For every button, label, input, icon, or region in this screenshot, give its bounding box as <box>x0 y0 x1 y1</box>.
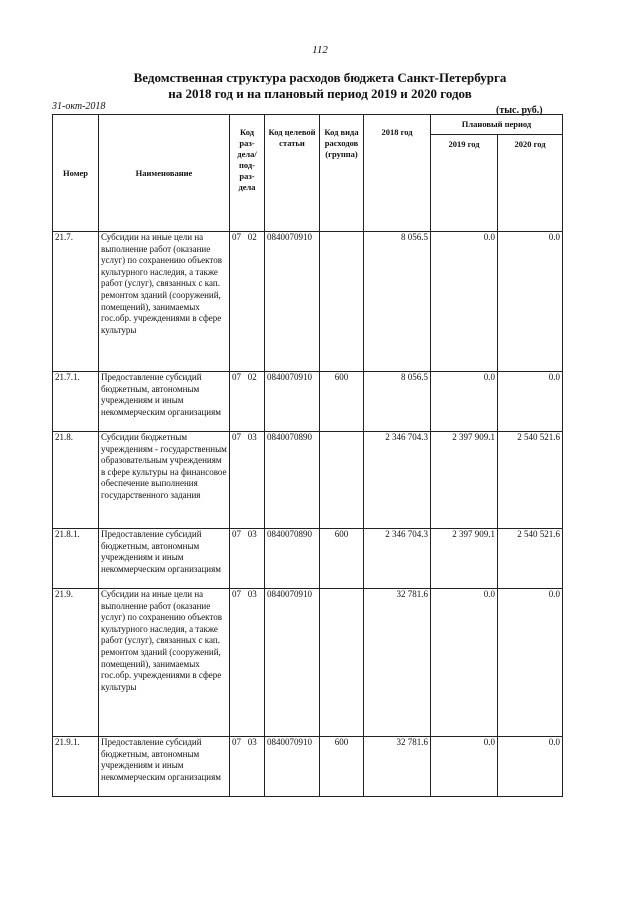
row-2020: 2 540 521.6 <box>498 529 563 589</box>
row-2020: 0.0 <box>498 232 563 372</box>
row-expense-type: 600 <box>320 737 364 797</box>
table-body <box>53 232 563 797</box>
header-2020: 2020 год <box>498 135 563 232</box>
row-section: 07 03 <box>230 737 265 797</box>
row-target: 0840070890 <box>265 432 320 529</box>
row-section: 07 03 <box>230 589 265 737</box>
row-number: 21.7. <box>53 232 99 372</box>
row-expense-type <box>320 232 364 372</box>
row-name: Предоставление субсидий бюджетным, автономным учреждениям и иным некоммерческим организациям <box>99 737 230 797</box>
row-2019: 0.0 <box>431 232 498 372</box>
title-line-2: на 2018 год и на плановый период 2019 и 2020 годов <box>168 86 472 101</box>
units-label: (тыс. руб.) <box>496 105 543 116</box>
row-2020: 0.0 <box>498 737 563 797</box>
row-number: 21.7.1. <box>53 372 99 432</box>
row-section: 07 03 <box>230 432 265 529</box>
header-target: Код целевой статьи <box>265 115 320 232</box>
table-row <box>53 432 563 529</box>
table-row <box>53 372 563 432</box>
row-2020: 2 540 521.6 <box>498 432 563 529</box>
table-row <box>53 232 563 372</box>
table-row <box>53 589 563 737</box>
row-2019: 0.0 <box>431 737 498 797</box>
row-section: 07 02 <box>230 232 265 372</box>
row-2020: 0.0 <box>498 589 563 737</box>
table-row <box>53 737 563 797</box>
table-header <box>53 115 563 232</box>
row-number: 21.9. <box>53 589 99 737</box>
row-expense-type <box>320 589 364 737</box>
row-2019: 0.0 <box>431 589 498 737</box>
row-2018: 2 346 704.3 <box>364 432 431 529</box>
row-2019: 0.0 <box>431 372 498 432</box>
table-row <box>53 529 563 589</box>
row-name: Субсидии на иные цели на выполнение работ (оказание услуг) по сохранению объектов культурного наследия, а также работ (услуг), связанных с кап. ремонтом зданий (сооружений, помещений), занимаемых гос.обр. учреждениями в сфере культуры <box>99 232 230 372</box>
row-2018: 8 056.5 <box>364 232 431 372</box>
row-2018: 2 346 704.3 <box>364 529 431 589</box>
row-section: 07 03 <box>230 529 265 589</box>
row-expense-type: 600 <box>320 529 364 589</box>
row-2018: 8 056.5 <box>364 372 431 432</box>
header-section: Код раз-дела/ под-раз-дела <box>230 115 265 232</box>
row-expense-type <box>320 432 364 529</box>
row-target: 0840070910 <box>265 232 320 372</box>
row-number: 21.8.1. <box>53 529 99 589</box>
row-2019: 2 397 909.1 <box>431 432 498 529</box>
row-section: 07 02 <box>230 372 265 432</box>
row-expense-type: 600 <box>320 372 364 432</box>
row-name: Предоставление субсидий бюджетным, автономным учреждениям и иным некоммерческим организациям <box>99 372 230 432</box>
header-name: Наименование <box>99 115 230 232</box>
row-name: Субсидии бюджетным учреждениям - государственным образовательным учреждениям в сфере культуры на финансовое обеспечение выполнения государственного задания <box>99 432 230 529</box>
header-2018: 2018 год <box>364 115 431 232</box>
document-title <box>0 70 640 102</box>
row-target: 0840070910 <box>265 589 320 737</box>
row-target: 0840070890 <box>265 529 320 589</box>
title-line-1: Ведомственная структура расходов бюджета Санкт-Петербурга <box>133 70 507 85</box>
row-2020: 0.0 <box>498 372 563 432</box>
header-2019: 2019 год <box>431 135 498 232</box>
row-name: Субсидии на иные цели на выполнение работ (оказание услуг) по сохранению объектов культурного наследия, а также работ (услуг), связанных с кап. ремонтом зданий (сооружений, помещений), занимаемых гос.обр. учреждениями в сфере культуры <box>99 589 230 737</box>
row-target: 0840070910 <box>265 737 320 797</box>
header-number: Номер <box>53 115 99 232</box>
row-number: 21.8. <box>53 432 99 529</box>
row-2018: 32 781.6 <box>364 589 431 737</box>
page-number: 112 <box>312 44 328 56</box>
header-expense-type: Код вида расходов (группа) <box>320 115 364 232</box>
row-2019: 2 397 909.1 <box>431 529 498 589</box>
document-date: 31-окт-2018 <box>52 101 106 112</box>
row-target: 0840070910 <box>265 372 320 432</box>
header-planned-period: Плановый период <box>431 115 563 135</box>
row-name: Предоставление субсидий бюджетным, автономным учреждениям и иным некоммерческим организациям <box>99 529 230 589</box>
row-2018: 32 781.6 <box>364 737 431 797</box>
row-number: 21.9.1. <box>53 737 99 797</box>
budget-table <box>52 114 563 797</box>
